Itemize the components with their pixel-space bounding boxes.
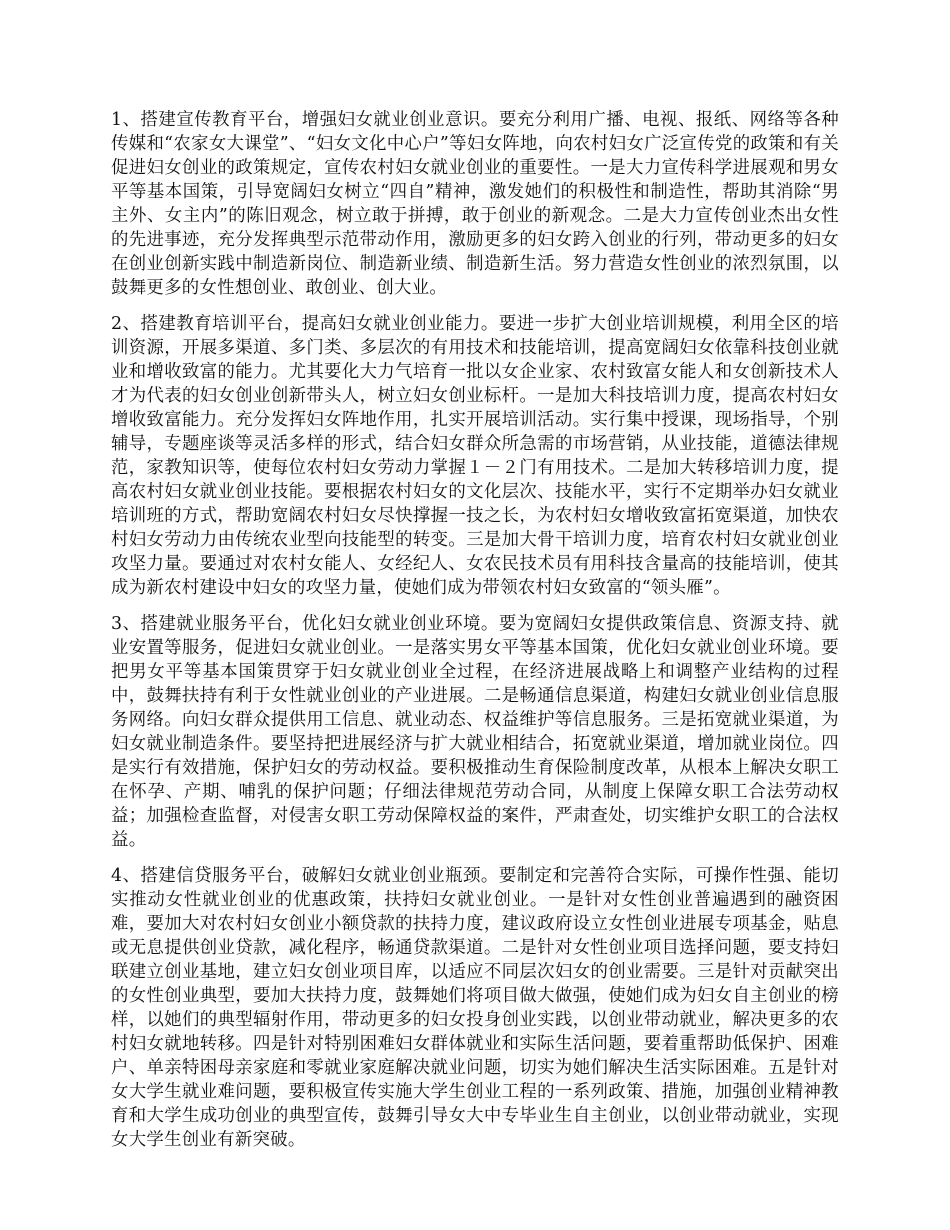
paragraph-1: 1、搭建宣传教育平台，增强妇女就业创业意识。要充分利用广播、电视、报纸、网络等各种传媒和“农家女大课堂”、“妇女文化中心户”等妇女阵地，向农村妇女广泛宣传党的政策和有关促进妇女创业的政策规定，宣传农村妇女就业创业的重要性。一是大力宣传科学进展观和男女平等基本国策，引导宽阔妇女树立“四自”精神，激发她们的积极性和制造性，帮助其消除“男主外、女主内”的陈旧观念，树立敢于拼搏，敢于创业的新观念。二是大力宣传创业杰出女性的先进事迹，充分发挥典型示范带动作用，激励更多的妇女跨入创业的行列，带动更多的妇女在创业创新实践中制造新岗位、制造新业绩、制造新生活。努力营造女性创业的浓烈氛围，以鼓舞更多的女性想创业、敢创业、创大业。 (111, 110, 839, 298)
paragraph-2: 2、搭建教育培训平台，提高妇女就业创业能力。要进一步扩大创业培训规模，利用全区的培训资源，开展多渠道、多门类、多层次的有用技术和技能培训，提高宽阔妇女依靠科技创业就业和增收致富的能力。尤其要化大力气培育一批以女企业家、农村致富女能人和女创新技术人才为代表的妇女创业创新带头人，树立妇女创业标杆。一是加大科技培训力度，提高农村妇女增收致富能力。充分发挥妇女阵地作用，扎实开展培训活动。实行集中授课，现场指导，个别辅导，专题座谈等灵活多样的形式，结合妇女群众所急需的市场营销，从业技能，道德法律规范，家教知识等，使每位农村妇女劳动力掌握１－２门有用技术。二是加大转移培训力度，提高农村妇女就业创业技能。要根据农村妇女的文化层次、技能水平，实行不定期举办妇女就业培训班的方式，帮助宽阔农村妇女尽快撑握一技之长，为农村妇女增收致富拓宽渠道，加快农村妇女劳动力由传统农业型向技能型的转变。三是加大骨干培训力度，培育农村妇女就业创业攻坚力量。要通过对农村女能人、女经纪人、女农民技术员有用科技含量高的技能培训，使其成为新农村建设中妇女的攻坚力量，使她们成为带领农村妇女致富的“领头雁”。 (111, 314, 839, 598)
document-page (111, 108, 839, 1164)
paragraph-4: 4、搭建信贷服务平台，破解妇女就业创业瓶颈。要制定和完善符合实际，可操作性强、能切实推动女性就业创业的优惠政策，扶持妇女就业创业。一是针对女性创业普遍遇到的融资困难，要加大对农村妇女创业小额贷款的扶持力度，建议政府设立女性创业进展专项基金，贴息或无息提供创业贷款，减化程序，畅通贷款渠道。二是针对女性创业项目选择问题，要支持妇联建立创业基地，建立妇女创业项目库，以适应不同层次妇女的创业需要。三是针对贡献突出的女性创业典型，要加大扶持力度，鼓舞她们将项目做大做强，使她们成为妇女自主创业的榜样，以她们的典型辐射作用，带动更多的妇女投身创业实践，以创业带动就业，解决更多的农村妇女就地转移。四是针对特别困难妇女群体就业和实际生活问题，要着重帮助低保护、困难户、单亲特困母亲家庭和零就业家庭解决就业问题，切实为她们解决生活实际困难。五是针对女大学生就业难问题，要积极宣传实施大学生创业工程的一系列政策、措施，加强创业精神教育和大学生成功创业的典型宣传，鼓舞引导女大中专毕业生自主创业，以创业带动就业，实现女大学生创业有新突破。 (111, 866, 839, 1150)
paragraph-3: 3、搭建就业服务平台，优化妇女就业创业环境。要为宽阔妇女提供政策信息、资源支持、就业安置等服务，促进妇女就业创业。一是落实男女平等基本国策，优化妇女就业创业环境。要把男女平等基本国策贯穿于妇女就业创业全过程，在经济进展战略上和调整产业结构的过程中，鼓舞扶持有利于女性就业创业的产业进展。二是畅通信息渠道，构建妇女就业创业信息服务网络。向妇女群众提供用工信息、就业动态、权益维护等信息服务。三是拓宽就业渠道，为妇女就业制造条件。要坚持把进展经济与扩大就业相结合，拓宽就业渠道，增加就业岗位。四是实行有效措施，保护妇女的劳动权益。要积极推动生育保险制度改革，从根本上解决女职工在怀孕、产期、哺乳的保护问题；仔细法律规范劳动合同，从制度上保障女职工合法劳动权益；加强检查监督，对侵害女职工劳动保障权益的案件，严肃查处，切实维护女职工的合法权益。 (111, 614, 839, 850)
